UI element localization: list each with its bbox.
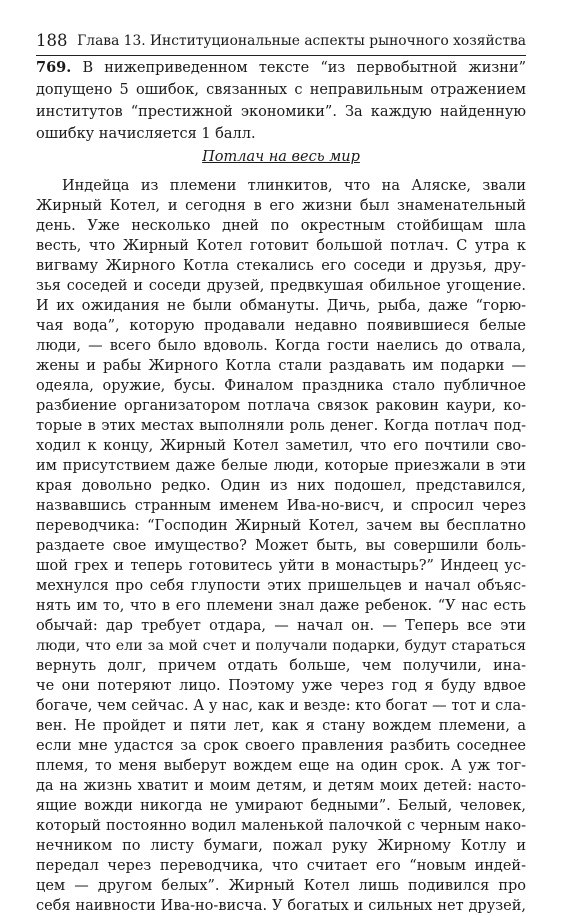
chapter-title: Глава 13. Институциональные аспекты рыночного хозяйства [77,33,526,49]
story-line: жены и рабы Жирного Котла стали раздавать им подарки — [36,358,526,374]
story-line: И их ожидания не были обмануты. Дичь, рыба, даже “горю- [36,298,526,314]
story-line: вигваму Жирного Котла стекались его соседи и друзья, дру- [36,258,526,274]
story-line: день. Уже несколько дней по окрестным стойбищам шла [36,218,526,234]
story-line: люди, — всего было вдоволь. Когда гости наелись до отвала, [36,338,526,354]
story-line: зья соседей и соседи друзей, предвкушая обильное угощение. [36,278,526,294]
story-title-text: Потлач на весь мир [202,149,360,165]
story-line: раздаете свое имущество? Может быть, вы совершили боль- [36,538,526,554]
story-line: богаче, чем сейчас. А у нас, как и везде: кто богат — тот и сла- [36,698,526,714]
story-line: ходил к концу, Жирный Котел заметил, что его почтили сво- [36,438,526,454]
story-line: разбиение организатором потлача связок раковин каури, ко- [36,398,526,414]
story-line: че они потеряют лицо. Поэтому уже через год я буду вдвое [36,678,526,694]
story-line: люди, что ели за мой счет и получали подарки, будут стараться [36,638,526,654]
story-line: одеяла, оружие, бусы. Финалом праздника стало публичное [36,378,526,394]
story-line: чая вода”, которую продавали недавно появившиеся белые [36,318,526,334]
story-line: вернуть долг, причем отдать больше, чем получили, ина- [36,658,526,674]
task-number: 769. [36,59,72,76]
story-line: нять им то, что в его племени знал даже ребенок. “У нас есть [36,598,526,614]
story-line: ящие вожди никогда не умирают бедными”. Белый, человек, [36,798,526,814]
task-paragraph [36,57,526,145]
story-body [36,176,526,916]
story-line: мехнулся про себя глупости этих пришельцев и начал объяс- [36,578,526,594]
story-line: да на жизнь хватит и моим детям, и детям моих детей: насто- [36,778,526,794]
story-line: племя, то меня выберут вождем еще на один срок. А уж тог- [36,758,526,774]
page-number: 188 [36,31,68,50]
story-line: вен. Не пройдет и пяти лет, как я стану вождем племени, а [36,718,526,734]
story-line: переводчика: “Господин Жирный Котел, зачем вы бесплатно [36,518,526,534]
story-line: нечником по листу бумаги, пожал руку Жирному Котлу и [36,838,526,854]
header-rule [36,55,526,56]
task-text: В нижеприведенном тексте “из первобытной жизни” допущено 5 ошибок, связанных с неправильным отражением институтов “престижной экономики”. За каждую найденную ошибку начисляется 1 балл. [36,60,527,142]
story-line: цем — другом белых”. Жирный Котел лишь подивился про [36,878,526,894]
story-line: который постоянно водил маленькой палочкой с черным нако- [36,818,526,834]
story-line: торые в этих местах выполняли роль денег. Когда потлач под- [36,418,526,434]
story-line: Жирный Котел, и сегодня в его жизни был знаменательный [36,198,526,214]
story-line: если мне удастся за срок своего правления разбить соседнее [36,738,526,754]
running-header [36,30,526,52]
story-line: назвавшись странным именем Ива-но-висч, и спросил через [36,498,526,514]
story-line: края довольно редко. Один из них подошел, представился, [36,478,526,494]
story-line: передал через переводчика, что считает его “новым индей- [36,858,526,874]
story-line: шой грех и теперь готовитесь уйти в монастырь?” Индеец ус- [36,558,526,574]
story-title [36,146,526,168]
story-line: Индейца из племени тлинкитов, что на Аляске, звали [62,178,526,194]
story-line: обычай: дар требует отдара, — начал он. — Теперь все эти [36,618,526,634]
story-line: им присутствием даже белые люди, которые приезжали в эти [36,458,526,474]
story-line: весть, что Жирный Котел готовит большой потлач. С утра к [36,238,526,254]
story-line: себя наивности Ива-но-висча. У богатых и сильных нет друзей, [36,898,526,914]
